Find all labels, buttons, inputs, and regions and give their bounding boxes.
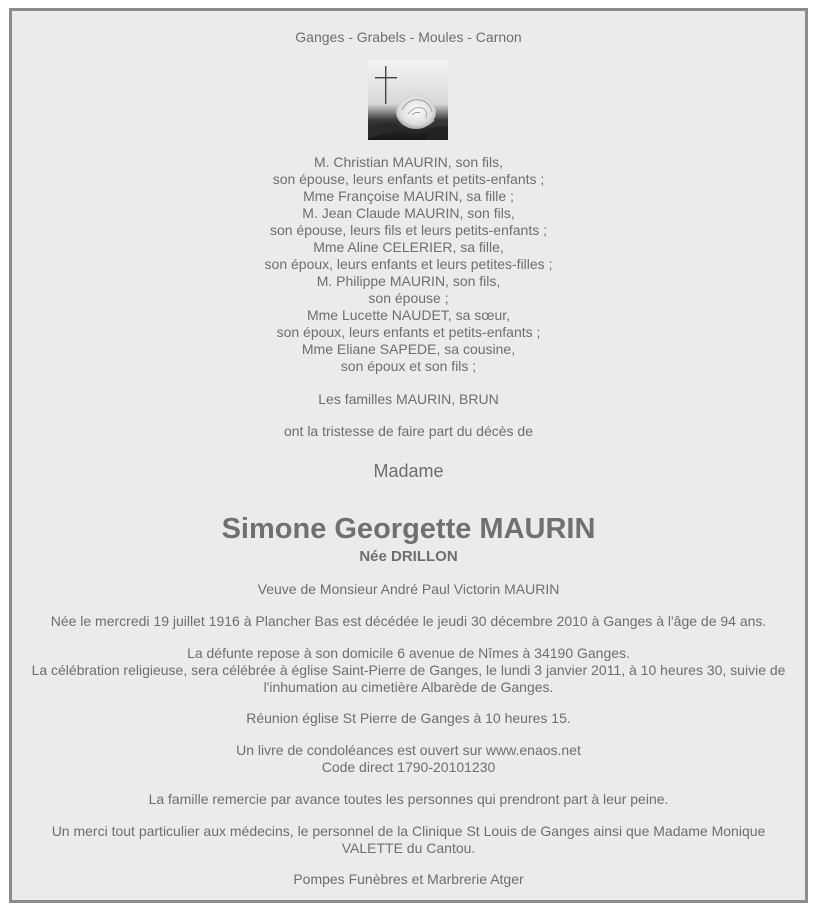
cross-and-rose-image — [368, 60, 448, 140]
condolences-line: Un livre de condoléances est ouvert sur www.enaos.net — [236, 742, 581, 758]
family-line: Mme Françoise MAURIN, sa fille ; — [303, 188, 514, 204]
deceased-name: Simone Georgette MAURIN — [221, 513, 596, 545]
family-line: M. Christian MAURIN, son fils, — [313, 154, 504, 170]
family-list — [12, 154, 805, 375]
thanks-line: La famille remercie par avance toutes les personnes qui prendront part à leur peine. — [148, 791, 669, 807]
widow-line: Veuve de Monsieur André Paul Victorin MAURIN — [257, 581, 560, 597]
special-thanks-line: Un merci tout particulier aux médecins, le personnel de la Clinique St Louis de Ganges ainsi que Madame Monique VALETTE du Cantou. — [51, 823, 766, 856]
maiden-name: Née DRILLON — [359, 548, 458, 565]
families-line: Les familles MAURIN, BRUN — [318, 391, 499, 407]
announcement-line: ont la tristesse de faire part du décès de — [283, 423, 534, 439]
locations-header: Ganges - Grabels - Moules - Carnon — [295, 29, 522, 45]
family-line: son épouse, leurs enfants et petits-enfants ; — [272, 171, 545, 187]
family-line: son époux et son fils ; — [340, 358, 477, 374]
family-line: Mme Aline CELERIER, sa fille, — [313, 239, 504, 255]
family-line: M. Philippe MAURIN, son fils, — [316, 273, 501, 289]
birth-death-line: Née le mercredi 19 juillet 1916 à Plancher Bas est décédée le jeudi 30 décembre 2010 à Ganges à l'âge de 94 ans. — [50, 613, 767, 629]
family-line: son épouse ; — [368, 290, 449, 306]
family-line: Mme Lucette NAUDET, sa sœur, — [306, 307, 511, 323]
family-line: son époux, leurs enfants et petits-enfants ; — [276, 324, 541, 340]
meeting-line: Réunion église St Pierre de Ganges à 10 heures 15. — [246, 710, 571, 726]
funeral-home-line: Pompes Funèbres et Marbrerie Atger — [293, 871, 524, 887]
honorific: Madame — [373, 461, 444, 481]
family-line: M. Jean Claude MAURIN, son fils, — [302, 205, 515, 221]
repose-line: La défunte repose à son domicile 6 avenue de Nîmes à 34190 Ganges. — [187, 645, 630, 661]
family-line: son épouse, leurs fils et leurs petits-enfants ; — [269, 222, 548, 238]
family-line: son époux, leurs enfants et leurs petites-filles ; — [264, 256, 553, 272]
cross-and-rose-icon — [368, 60, 448, 140]
direct-code-line: Code direct 1790-20101230 — [321, 759, 496, 775]
family-line: Mme Eliane SAPEDE, sa cousine, — [301, 341, 516, 357]
obituary-card — [9, 8, 808, 903]
celebration-line: La célébration religieuse, sera célébrée à église Saint-Pierre de Ganges, le lundi 3 janvier 2011, à 10 heures 30, suivie de l'inhumation au cimetière Albarède de Ganges. — [31, 662, 786, 695]
condolences-block — [24, 742, 793, 776]
ceremony-block — [24, 645, 793, 696]
